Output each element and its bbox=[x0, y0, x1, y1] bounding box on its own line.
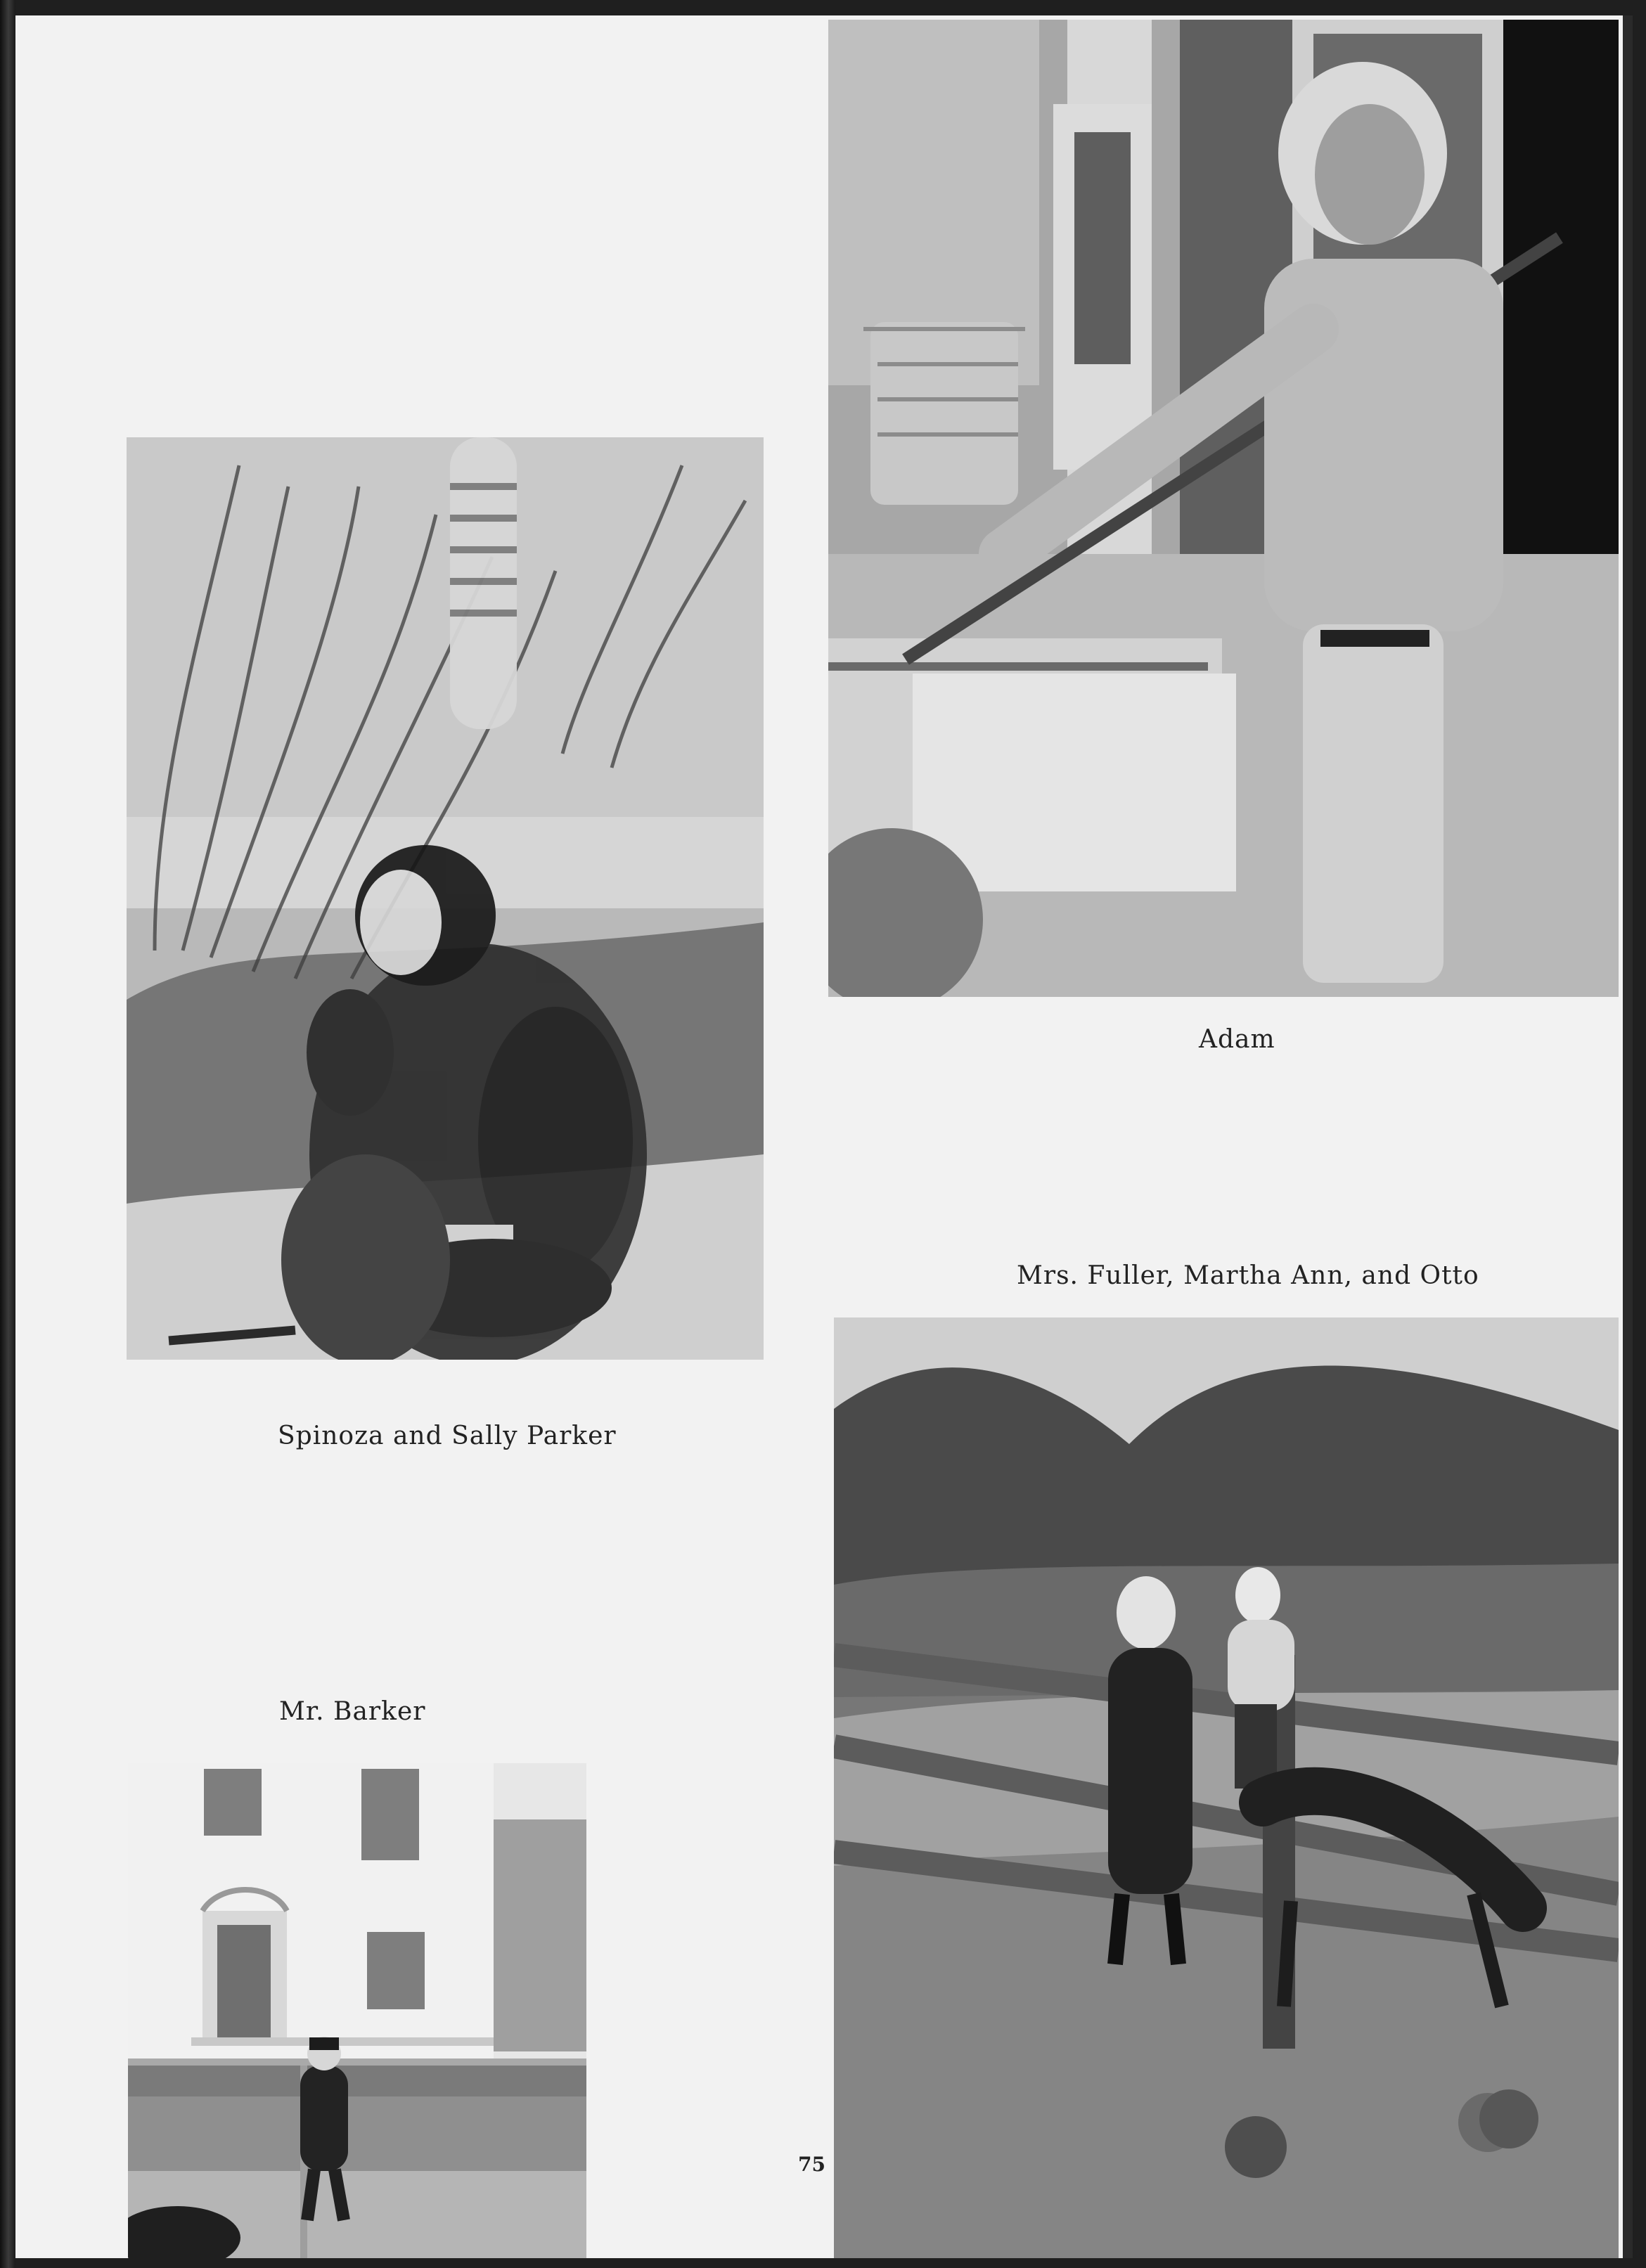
fuller-family-image bbox=[834, 1317, 1619, 2258]
spinoza-sally-image bbox=[127, 437, 764, 1360]
caption-mr-barker: Mr. Barker bbox=[279, 1697, 426, 1726]
mr-barker-image bbox=[128, 1763, 586, 2258]
adam-image bbox=[828, 20, 1619, 997]
page-number: 75 bbox=[798, 2153, 825, 2176]
book-spine bbox=[0, 0, 15, 2268]
caption-adam: Adam bbox=[1199, 1025, 1275, 1054]
photo-fuller-family bbox=[834, 1317, 1619, 2258]
yearbook-page bbox=[15, 15, 1633, 2258]
caption-spinoza-sally: Spinoza and Sally Parker bbox=[278, 1422, 617, 1450]
photo-mr-barker bbox=[128, 1763, 586, 2258]
photo-spinoza-sally bbox=[127, 437, 764, 1360]
photo-adam bbox=[828, 20, 1619, 997]
caption-fuller-family: Mrs. Fuller, Martha Ann, and Otto bbox=[1017, 1261, 1479, 1290]
